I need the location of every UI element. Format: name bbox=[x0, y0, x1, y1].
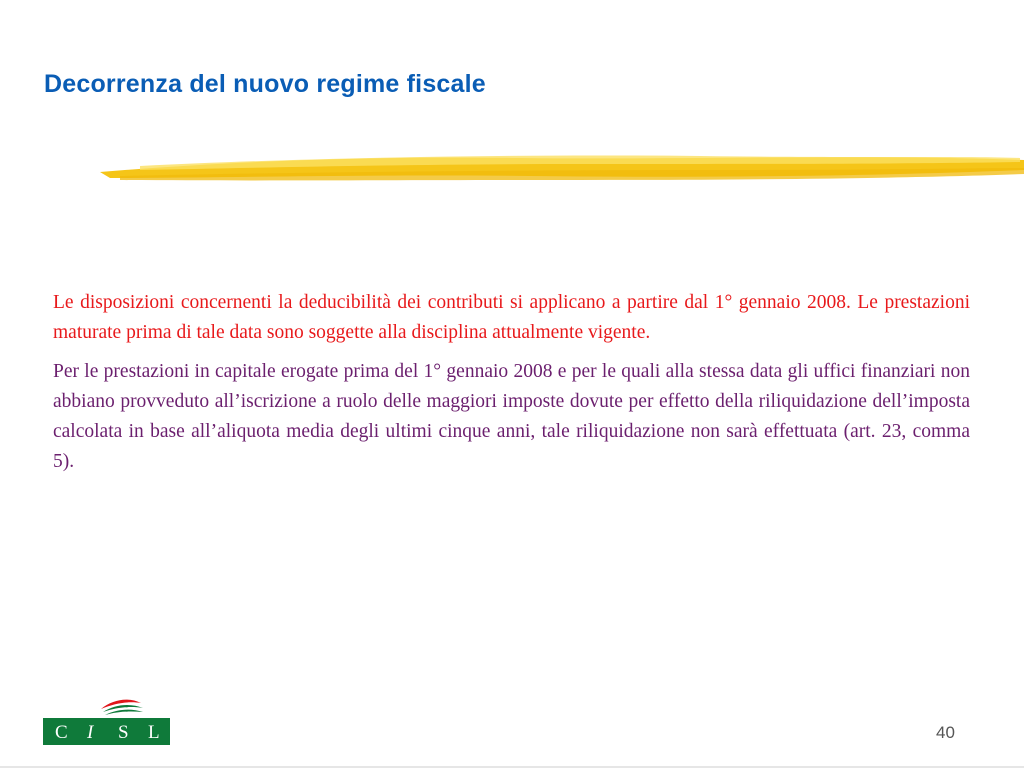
logo-letter-s: S bbox=[118, 722, 129, 743]
logo-letter-c: C bbox=[55, 722, 68, 743]
cisl-logo bbox=[43, 695, 170, 745]
logo-letter-i: I bbox=[87, 722, 94, 743]
logo-letter-l: L bbox=[148, 722, 160, 743]
page-number: 40 bbox=[936, 723, 955, 742]
yellow-brush-stroke bbox=[100, 148, 1024, 188]
paragraph-1: Le disposizioni concernenti la deducibilità dei contributi si applicano a partire dal 1° gennaio 2008. Le prestazioni maturate prima di tale data sono soggette alla disciplina attualmente vigente. bbox=[53, 292, 970, 343]
paragraph-2: Per le prestazioni in capitale erogate prima del 1° gennaio 2008 e per le quali alla stessa data gli uffici finanziari non abbiano provveduto all’iscrizione a ruolo delle maggiori imposte dovute per effetto della riliquidazione dell’imposta calcolata in base all’aliquota media degli ultimi cinque anni, tale riliquidazione non sarà effettuata (art. 23, comma 5). bbox=[53, 361, 970, 472]
slide-title: Decorrenza del nuovo regime fiscale bbox=[44, 70, 486, 98]
slide-body bbox=[53, 288, 970, 477]
logo-waves-icon bbox=[101, 700, 143, 715]
